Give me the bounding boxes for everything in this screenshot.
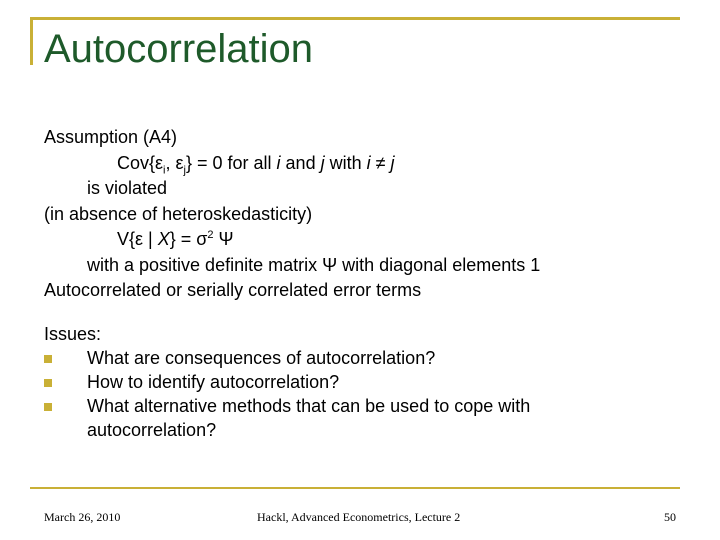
square-bullet-icon	[44, 379, 52, 387]
square-bullet-icon	[44, 355, 52, 363]
footer-title: Hackl, Advanced Econometrics, Lecture 2	[257, 510, 461, 524]
list-item: What alternative methods that can be used to cope with autocorrelation?	[44, 394, 530, 442]
variance-formula: V{ε | $X\} = \sigma^2$ Ψ	[117, 229, 234, 249]
assumption-line: Assumption (A4)	[44, 127, 178, 147]
list-item: What are consequences of autocorrelation?	[44, 346, 530, 370]
square-bullet-icon	[44, 403, 52, 411]
positive-definite-line: with a positive definite matrix Ψ with diagonal elements 1	[87, 254, 541, 275]
footer-rule	[30, 487, 680, 489]
slide-title: Autocorrelation	[44, 27, 314, 71]
list-item: How to identify autocorrelation?	[44, 370, 530, 394]
issues-section	[44, 322, 530, 442]
absence-line: (in absence of heteroskedasticity)	[44, 203, 313, 224]
slide-body	[44, 125, 540, 304]
covariance-formula: $Cov\{\varepsilon_i$, $\varepsilon_j\} = 0$ for all i and j with i ≠ j	[117, 152, 395, 177]
frame-top-rule	[30, 17, 680, 20]
autocorrelated-line: Autocorrelated or serially correlated error terms	[44, 280, 422, 300]
footer-date: March 26, 2010	[44, 510, 121, 524]
frame-left-rule	[30, 17, 33, 65]
violated-line: is violated	[87, 178, 168, 198]
page-number: 50	[664, 510, 676, 524]
issues-heading: Issues:	[44, 324, 102, 344]
